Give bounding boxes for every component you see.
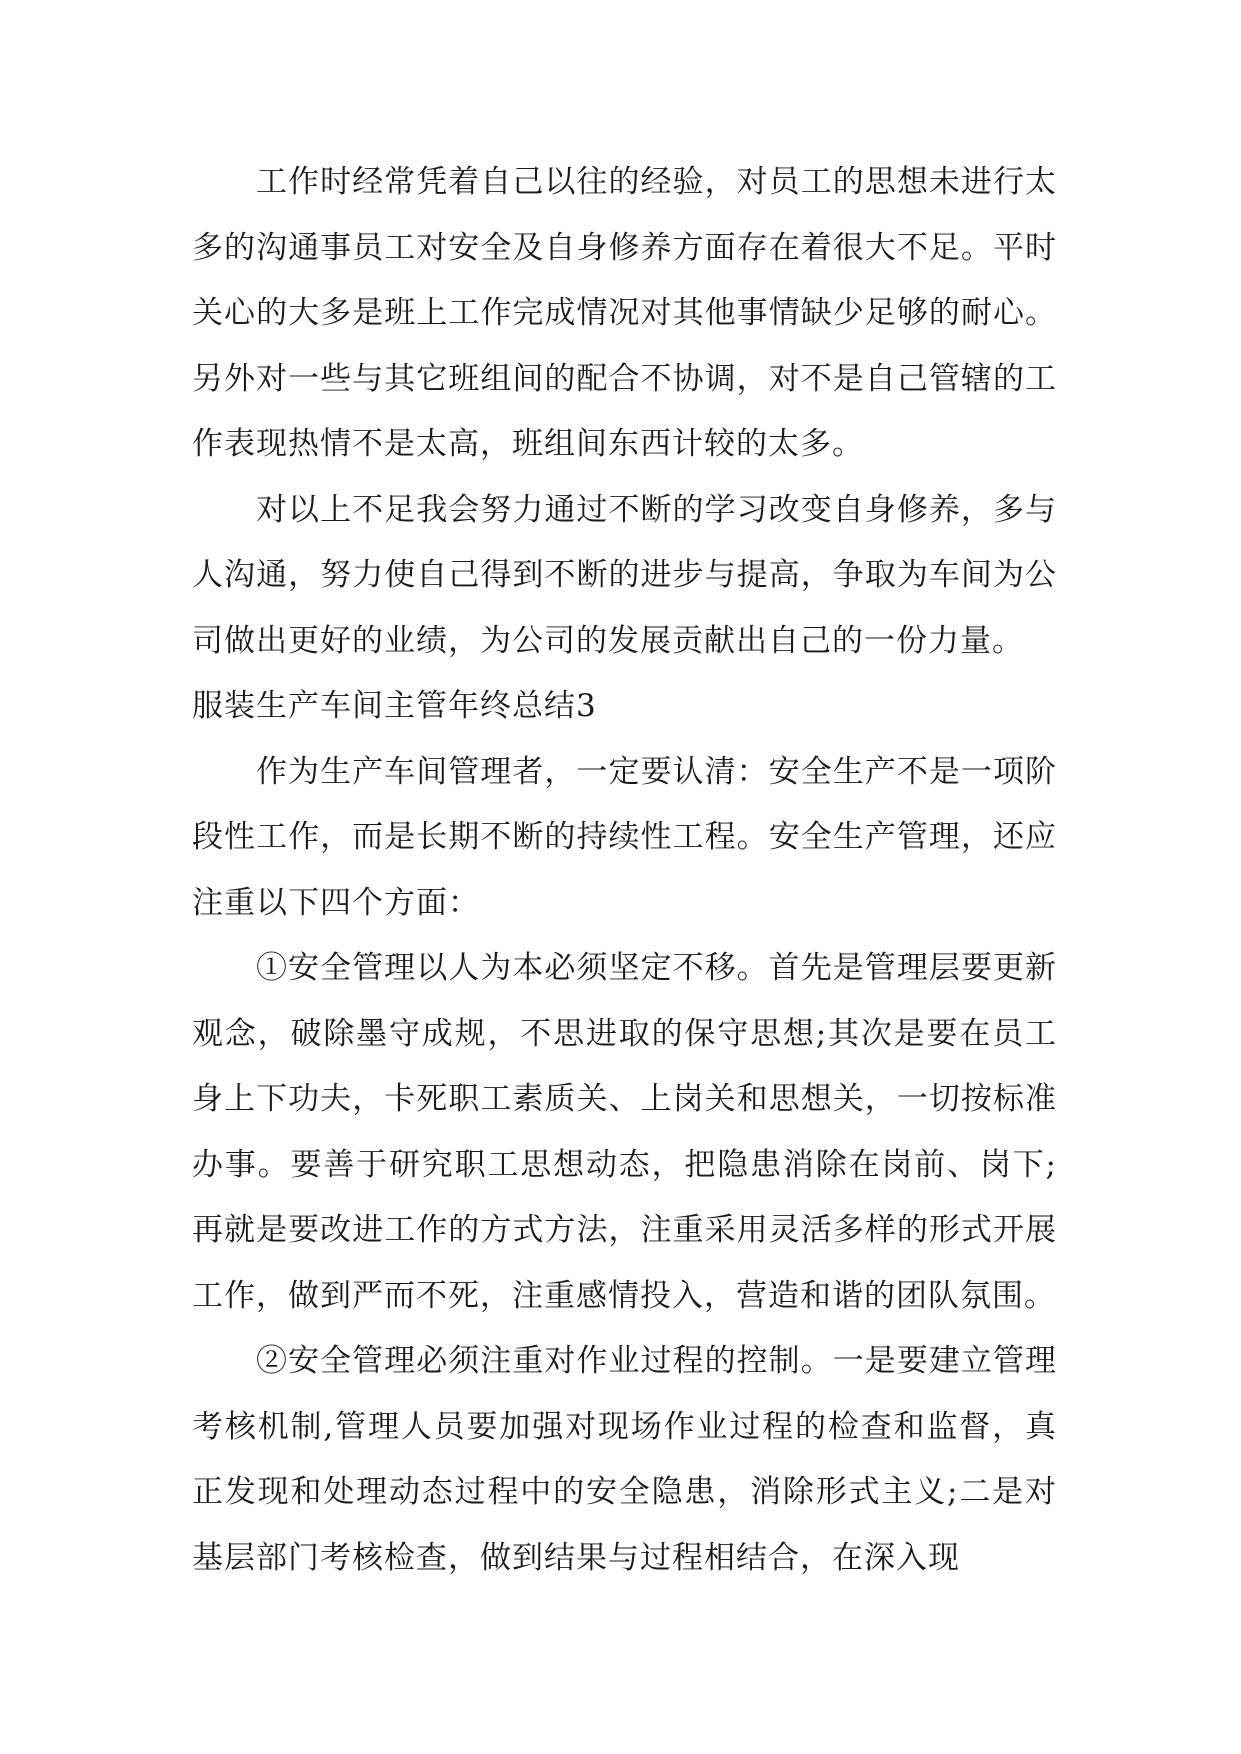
document-body	[192, 150, 1057, 1591]
section-heading: 服装生产车间主管年终总结3	[192, 688, 597, 724]
paragraph-2: 对以上不足我会努力通过不断的学习改变自身修养，多与人沟通，努力使自己得到不断的进步与提高，争取为车间为公司做出更好的业绩，为公司的发展贡献出自己的一份力量。	[192, 491, 1057, 659]
paragraph-1: 工作时经常凭着自己以往的经验，对员工的思想未进行太多的沟通事员工对安全及自身修养方面存在着很大不足。平时关心的大多是班上工作完成情况对其他事情缺少足够的耐心。另外对一些与其它班组间的配合不协调，对不是自己管辖的工作表现热情不是太高，班组间东西计较的太多。	[192, 164, 1057, 462]
paragraph-3: 作为生产车间管理者，一定要认清：安全生产不是一项阶段性工作，而是长期不断的持续性工程。安全生产管理，还应注重以下四个方面：	[192, 753, 1057, 921]
paragraph-4: ①安全管理以人为本必须坚定不移。首先是管理层要更新观念，破除墨守成规，不思进取的保守思想;其次是要在员工身上下功夫，卡死职工素质关、上岗关和思想关，一切按标准办事。要善于研究职工思想动态，把隐患消除在岗前、岗下;再就是要改进工作的方式方法，注重采用灵活多样的形式开展工作，做到严而不死，注重感情投入，营造和谐的团队氛围。	[192, 950, 1057, 1314]
paragraph-5: ②安全管理必须注重对作业过程的控制。一是要建立管理考核机制,管理人员要加强对现场作业过程的检查和监督，真正发现和处理动态过程中的安全隐患，消除形式主义;二是对基层部门考核检查，做到结果与过程相结合，在深入现	[192, 1343, 1057, 1576]
